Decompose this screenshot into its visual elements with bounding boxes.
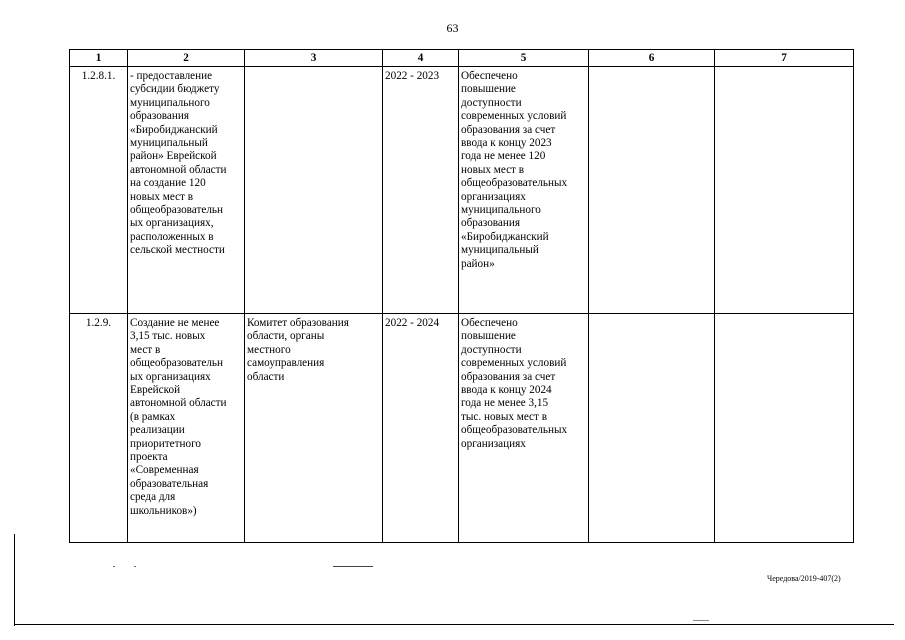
row-executor — [245, 67, 383, 314]
program-table — [69, 49, 854, 543]
row-col6 — [589, 314, 715, 543]
row-period: 2022 - 2023 — [383, 67, 459, 314]
scan-artifact — [113, 566, 115, 567]
header-col-4: 4 — [383, 50, 459, 67]
row-number: 1.2.9. — [70, 314, 128, 543]
row-col7 — [715, 314, 854, 543]
row-number: 1.2.8.1. — [70, 67, 128, 314]
bottom-rule — [14, 624, 894, 625]
header-col-6: 6 — [589, 50, 715, 67]
header-col-2: 2 — [128, 50, 245, 67]
row-description: Создание не менее 3,15 тыс. новых мест в общеобразовательн ых организациях Еврейской автономной области (в рамках реализации приоритетного проекта «Современная образовательная среда для школьников») — [128, 314, 245, 543]
left-margin-line — [14, 534, 15, 626]
header-col-3: 3 — [245, 50, 383, 67]
header-col-1: 1 — [70, 50, 128, 67]
row-col6 — [589, 67, 715, 314]
scan-artifact — [134, 566, 136, 567]
table-row — [70, 314, 854, 543]
row-executor: Комитет образования области, органы местного самоуправления области — [245, 314, 383, 543]
header-col-5: 5 — [459, 50, 589, 67]
header-row — [70, 50, 854, 67]
scan-artifact — [693, 620, 709, 621]
header-col-7: 7 — [715, 50, 854, 67]
page-number: 63 — [446, 21, 459, 35]
row-description: - предоставление субсидии бюджету муниципального образования «Биробиджанский муниципальный район» Еврейской автономной области на создание 120 новых мест в общеобразовательн ых организациях, расположенных в сельской местности — [128, 67, 245, 314]
row-period: 2022 - 2024 — [383, 314, 459, 543]
scan-artifact — [333, 566, 373, 567]
row-result: Обеспечено повышение доступности современных условий образования за счет ввода к концу 2023 года не менее 120 новых мест в общеобразовательных организациях муниципального образования «Биробиджанский муниципальный район» — [459, 67, 589, 314]
table-row — [70, 67, 854, 314]
row-result: Обеспечено повышение доступности современных условий образования за счет ввода к концу 2024 года не менее 3,15 тыс. новых мест в общеобразовательных организациях — [459, 314, 589, 543]
footer-code: Чередова/2019-407(2) — [767, 574, 841, 583]
row-col7 — [715, 67, 854, 314]
